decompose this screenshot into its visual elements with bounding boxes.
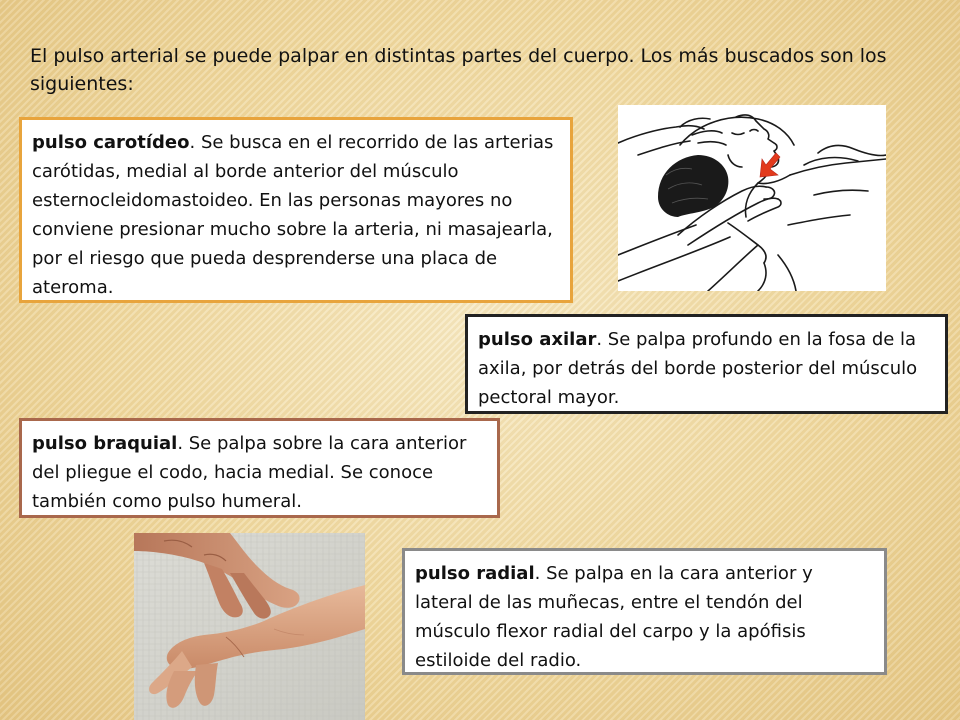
- intro-text: El pulso arterial se puede palpar en distintas partes del cuerpo. Los más buscados son los siguientes:: [30, 45, 887, 95]
- radial-pulse-photo: [134, 533, 365, 720]
- brachial-pulse-box: [19, 418, 500, 518]
- axillary-term: pulso axilar: [478, 329, 597, 350]
- brachial-description: . Se palpa sobre la cara anterior del pliegue el codo, hacia medial. Se conoce también como pulso humeral.: [32, 433, 467, 512]
- carotid-term: pulso carotídeo: [32, 132, 190, 153]
- carotid-pulse-illustration-icon: [618, 105, 886, 291]
- brachial-term: pulso braquial: [32, 433, 178, 454]
- carotid-pulse-illustration: [618, 105, 886, 291]
- radial-pulse-box: [402, 548, 887, 675]
- axillary-description: . Se palpa profundo en la fosa de la axila, por detrás del borde posterior del músculo pectoral mayor.: [478, 329, 918, 408]
- carotid-pulse-box: [19, 117, 573, 303]
- radial-description: . Se palpa en la cara anterior y lateral de las muñecas, entre el tendón del músculo flexor radial del carpo y la apófisis estiloide del radio.: [415, 563, 813, 671]
- radial-pulse-photo-icon: [134, 533, 365, 720]
- axillary-pulse-box: [465, 314, 948, 414]
- carotid-description: . Se busca en el recorrido de las arterias carótidas, medial al borde anterior del músculo esternocleidomastoideo. En las personas mayores no conviene presionar mucho sobre la arteria, ni masajearla, por el riesgo que pueda desprenderse una placa de ateroma.: [32, 132, 554, 298]
- radial-term: pulso radial: [415, 563, 535, 584]
